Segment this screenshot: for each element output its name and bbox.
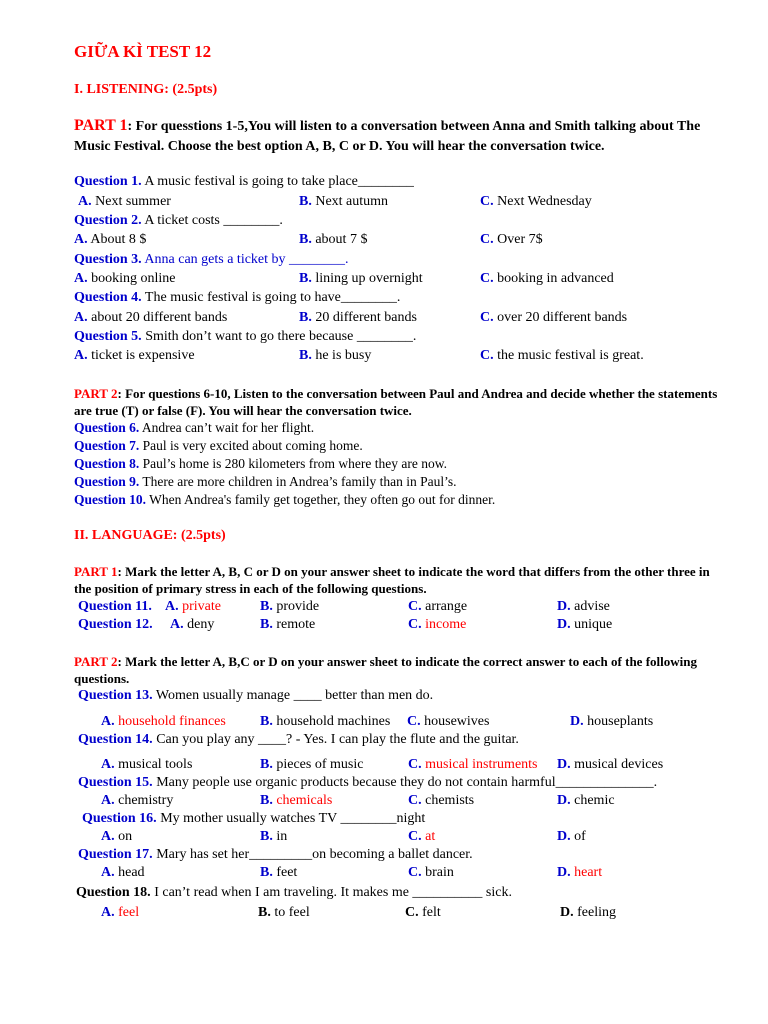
option-letter: C. xyxy=(408,599,422,614)
option-letter: A. xyxy=(101,865,115,880)
option-b[interactable] xyxy=(260,757,363,773)
option-letter: B. xyxy=(299,271,312,286)
option-letter: B. xyxy=(260,714,273,729)
question-number: Question 7. xyxy=(74,438,140,453)
question-4 xyxy=(74,290,400,306)
option-letter: C. xyxy=(408,617,422,632)
option-d[interactable] xyxy=(557,757,663,773)
question-number: Question 2. xyxy=(74,213,142,228)
statement-6 xyxy=(74,420,314,436)
question-text: A music festival is going to take place________ xyxy=(141,174,414,189)
question-number: Question 9. xyxy=(74,474,140,489)
question-3 xyxy=(74,252,349,268)
option-text: at xyxy=(425,829,436,844)
question-16 xyxy=(82,811,425,827)
option-letter: A. xyxy=(78,194,92,209)
question-number: Question 3. xyxy=(74,252,142,267)
option-letter: B. xyxy=(260,757,273,772)
option-text: chemic xyxy=(574,793,615,808)
instructions-text: : Mark the letter A, B,C or D on your answer sheet to indicate the correct answer to each of the following questions. xyxy=(74,654,697,686)
question-number: Question 1. xyxy=(74,174,142,189)
option-c[interactable] xyxy=(408,793,474,809)
option-letter: C. xyxy=(480,271,494,286)
option-a[interactable] xyxy=(170,617,214,633)
option-text: Next summer xyxy=(95,194,171,209)
option-b[interactable] xyxy=(299,232,367,248)
question-17 xyxy=(78,847,473,863)
option-letter: A. xyxy=(101,793,115,808)
question-number: Question 12. xyxy=(78,617,153,632)
option-letter: A. xyxy=(170,617,184,632)
option-letter: C. xyxy=(405,905,419,920)
option-letter: D. xyxy=(557,865,571,880)
option-a[interactable] xyxy=(74,348,195,364)
question-text: Can you play any ____? - Yes. I can play the flute and the guitar. xyxy=(152,732,519,747)
option-letter: C. xyxy=(408,757,422,772)
option-text: income xyxy=(425,617,467,632)
option-letter: B. xyxy=(258,905,271,920)
option-d[interactable] xyxy=(557,599,610,615)
option-letter: C. xyxy=(408,793,422,808)
option-a[interactable] xyxy=(74,232,146,248)
option-text: of xyxy=(574,829,586,844)
option-text: brain xyxy=(425,865,454,880)
option-b[interactable] xyxy=(299,194,388,210)
question-number: Question 14. xyxy=(78,732,153,747)
instructions-text: : Mark the letter A, B, C or D on your answer sheet to indicate the word that differs from the other three in the position of primary stress in each of the following questions. xyxy=(74,564,710,596)
option-text: feeling xyxy=(577,905,616,920)
question-18 xyxy=(76,885,512,901)
option-letter: C. xyxy=(407,714,421,729)
option-text: about 20 different bands xyxy=(91,310,228,325)
option-c[interactable] xyxy=(408,865,454,881)
option-a[interactable] xyxy=(101,905,139,921)
option-text: private xyxy=(182,599,221,614)
option-b[interactable] xyxy=(260,865,297,881)
option-b[interactable] xyxy=(299,310,417,326)
question-text: I can’t read when I am traveling. It makes me __________ sick. xyxy=(150,885,512,900)
question-number: Question 13. xyxy=(78,688,153,703)
option-letter: B. xyxy=(260,793,273,808)
option-text: Next autumn xyxy=(315,194,389,209)
option-c[interactable] xyxy=(480,194,592,210)
option-d[interactable] xyxy=(557,793,615,809)
option-letter: C. xyxy=(408,865,422,880)
question-text: Women usually manage ____ better than men do. xyxy=(152,688,434,703)
part-label: PART 2 xyxy=(74,386,118,401)
question-3-options xyxy=(0,271,768,289)
option-b[interactable] xyxy=(258,905,310,921)
option-letter: A. xyxy=(74,232,88,247)
option-text: he is busy xyxy=(315,348,372,363)
option-letter: B. xyxy=(260,865,273,880)
statement-10 xyxy=(74,492,495,508)
option-b[interactable] xyxy=(299,348,371,364)
option-text: feel xyxy=(118,905,140,920)
option-text: felt xyxy=(422,905,441,920)
question-13 xyxy=(78,688,433,704)
option-c[interactable] xyxy=(480,271,614,287)
listening-heading: I. LISTENING: (2.5pts) xyxy=(74,82,218,97)
option-letter: D. xyxy=(557,757,571,772)
option-letter: A. xyxy=(101,757,115,772)
language-part2-instructions xyxy=(74,653,722,687)
option-letter: D. xyxy=(557,599,571,614)
option-c[interactable] xyxy=(408,757,538,773)
option-letter: C. xyxy=(480,194,494,209)
option-letter: B. xyxy=(299,194,312,209)
option-a[interactable] xyxy=(165,599,221,615)
question-text: Many people use organic products because they do not contain harmful______________. xyxy=(152,775,658,790)
question-text: Anna can gets a ticket by ________. xyxy=(141,252,349,267)
question-text: My mother usually watches TV ________night xyxy=(156,811,426,826)
statement-text: Paul’s home is 280 kilometers from where they are now. xyxy=(139,456,447,471)
option-text: deny xyxy=(187,617,215,632)
option-b[interactable] xyxy=(260,793,332,809)
listening-part1-instructions xyxy=(74,116,724,157)
question-15-options xyxy=(0,793,768,811)
option-text: chemists xyxy=(425,793,475,808)
option-letter: D. xyxy=(570,714,584,729)
question-number: Question 15. xyxy=(78,775,153,790)
question-number: Question 18. xyxy=(76,885,151,900)
statement-9 xyxy=(74,474,457,490)
option-c[interactable] xyxy=(480,232,543,248)
option-d[interactable] xyxy=(557,865,602,881)
option-letter: A. xyxy=(101,714,115,729)
option-text: over 20 different bands xyxy=(497,310,628,325)
question-15 xyxy=(78,775,657,791)
option-letter: D. xyxy=(560,905,574,920)
question-4-options xyxy=(0,310,768,328)
option-a[interactable] xyxy=(101,714,226,730)
option-text: head xyxy=(118,865,145,880)
option-text: chemicals xyxy=(276,793,333,808)
statement-8 xyxy=(74,456,447,472)
statement-text: Paul is very excited about coming home. xyxy=(139,438,363,453)
option-text: household finances xyxy=(118,714,226,729)
option-text: musical tools xyxy=(118,757,193,772)
question-number: Question 6. xyxy=(74,420,140,435)
listening-part2-instructions xyxy=(74,385,722,419)
option-c[interactable] xyxy=(408,829,435,845)
question-13-options xyxy=(0,714,768,732)
language-part1-instructions xyxy=(74,563,722,597)
option-letter: B. xyxy=(260,617,273,632)
option-c[interactable] xyxy=(407,714,489,730)
question-text: Smith don’t want to go there because ________. xyxy=(141,329,417,344)
option-letter: A. xyxy=(101,829,115,844)
option-text: on xyxy=(118,829,133,844)
question-number: Question 11. xyxy=(78,599,152,614)
question-number: Question 17. xyxy=(78,847,153,862)
option-letter: B. xyxy=(260,599,273,614)
option-b[interactable] xyxy=(260,617,315,633)
option-d[interactable] xyxy=(557,829,586,845)
option-text: 20 different bands xyxy=(315,310,417,325)
option-text: unique xyxy=(574,617,613,632)
question-17-options xyxy=(0,865,768,883)
page-title: GIỮA KÌ TEST 12 xyxy=(74,42,212,61)
option-text: houseplants xyxy=(587,714,654,729)
option-c[interactable] xyxy=(408,599,467,615)
option-text: musical instruments xyxy=(425,757,538,772)
part-label: PART 2 xyxy=(74,654,118,669)
option-b[interactable] xyxy=(260,714,390,730)
question-number: Question 8. xyxy=(74,456,140,471)
question-14-options xyxy=(0,757,768,775)
part-label: PART 1 xyxy=(74,564,118,579)
option-text: about 7 $ xyxy=(315,232,368,247)
option-letter: B. xyxy=(260,829,273,844)
option-a[interactable] xyxy=(78,194,171,210)
question-5-options xyxy=(0,348,768,366)
option-a[interactable] xyxy=(101,793,173,809)
option-c[interactable] xyxy=(480,310,627,326)
question-14 xyxy=(78,732,519,748)
statement-7 xyxy=(74,438,363,454)
option-b[interactable] xyxy=(260,829,287,845)
option-c[interactable] xyxy=(408,617,466,633)
option-letter: A. xyxy=(165,599,179,614)
option-text: in xyxy=(276,829,288,844)
question-16-options xyxy=(0,829,768,847)
part-label: PART 1 xyxy=(74,117,128,134)
option-text: housewives xyxy=(424,714,490,729)
option-text: Over 7$ xyxy=(497,232,543,247)
question-text: The music festival is going to have________. xyxy=(141,290,401,305)
option-d[interactable] xyxy=(560,905,616,921)
question-number: Question 4. xyxy=(74,290,142,305)
option-letter: A. xyxy=(74,310,88,325)
option-a[interactable] xyxy=(101,829,132,845)
option-text: musical devices xyxy=(574,757,664,772)
option-letter: C. xyxy=(480,348,494,363)
question-1-options xyxy=(0,194,768,212)
option-text: pieces of music xyxy=(276,757,364,772)
option-a[interactable] xyxy=(101,865,145,881)
option-text: to feel xyxy=(274,905,310,920)
option-a[interactable] xyxy=(74,271,176,287)
option-text: About 8 $ xyxy=(90,232,147,247)
option-text: chemistry xyxy=(118,793,174,808)
option-letter: A. xyxy=(101,905,115,920)
option-text: arrange xyxy=(425,599,468,614)
question-2-options xyxy=(0,232,768,250)
option-d[interactable] xyxy=(557,617,612,633)
statement-text: There are more children in Andrea’s family than in Paul’s. xyxy=(139,474,457,489)
option-d[interactable] xyxy=(570,714,653,730)
question-12 xyxy=(0,617,768,635)
option-c[interactable] xyxy=(480,348,644,364)
option-letter: C. xyxy=(480,310,494,325)
option-text: lining up overnight xyxy=(315,271,423,286)
option-letter: B. xyxy=(299,310,312,325)
option-letter: D. xyxy=(557,617,571,632)
option-letter: A. xyxy=(74,271,88,286)
option-text: household machines xyxy=(276,714,391,729)
question-text: Mary has set her_________on becoming a ballet dancer. xyxy=(152,847,473,862)
option-letter: B. xyxy=(299,232,312,247)
question-2 xyxy=(74,213,283,229)
option-letter: B. xyxy=(299,348,312,363)
language-heading: II. LANGUAGE: (2.5pts) xyxy=(74,528,226,543)
question-11 xyxy=(0,599,768,617)
question-number: Question 10. xyxy=(74,492,147,507)
option-text: Next Wednesday xyxy=(497,194,592,209)
question-number: Question 16. xyxy=(82,811,157,826)
option-letter: C. xyxy=(408,829,422,844)
question-number: Question 5. xyxy=(74,329,142,344)
statement-text: Andrea can’t wait for her flight. xyxy=(139,420,315,435)
statement-text: When Andrea's family get together, they often go out for dinner. xyxy=(146,492,496,507)
question-5 xyxy=(74,329,416,345)
question-18-options xyxy=(0,905,768,923)
question-1 xyxy=(74,174,414,190)
option-b[interactable] xyxy=(299,271,423,287)
option-text: feet xyxy=(276,865,298,880)
option-b[interactable] xyxy=(260,599,319,615)
option-text: the music festival is great. xyxy=(497,348,644,363)
option-text: advise xyxy=(574,599,610,614)
instructions-text: : For questions 6-10, Listen to the conversation between Paul and Andrea and decide whether the statements are true (T) or false (F). You will hear the conversation twice. xyxy=(74,386,718,418)
option-text: remote xyxy=(276,617,316,632)
option-a[interactable] xyxy=(101,757,192,773)
option-letter: D. xyxy=(557,793,571,808)
option-text: provide xyxy=(276,599,320,614)
option-c[interactable] xyxy=(405,905,441,921)
instructions-text: : For quesstions 1-5,You will listen to a conversation between Anna and Smith talking about The Music Festival. Choose the best option A, B, C or D. You will hear the conversation twice. xyxy=(74,119,701,154)
option-text: booking in advanced xyxy=(497,271,614,286)
option-text: booking online xyxy=(91,271,176,286)
option-letter: D. xyxy=(557,829,571,844)
question-text: A ticket costs ________. xyxy=(141,213,283,228)
option-letter: C. xyxy=(480,232,494,247)
option-text: ticket is expensive xyxy=(91,348,195,363)
option-text: heart xyxy=(574,865,603,880)
option-letter: A. xyxy=(74,348,88,363)
option-a[interactable] xyxy=(74,310,227,326)
